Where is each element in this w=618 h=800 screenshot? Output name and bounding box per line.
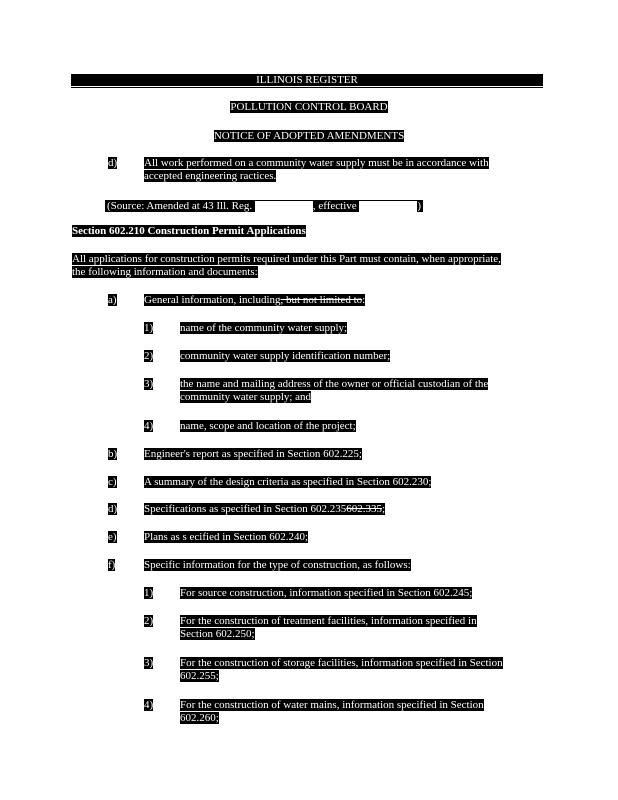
item-d-label-text: d) <box>108 157 118 169</box>
item-a3-label-text: 3) <box>144 378 154 390</box>
item-b-label <box>108 448 117 461</box>
notice-title-row <box>0 130 618 143</box>
source-middle: , effective <box>312 200 357 212</box>
item-e-label <box>108 531 117 544</box>
item-f1-label <box>144 587 153 600</box>
item-f3-label <box>144 657 153 670</box>
item-c-label-text: c) <box>108 476 117 488</box>
item-a1-label-text: 1) <box>144 322 154 334</box>
item-a3 <box>180 378 488 404</box>
item-b-label-text: b) <box>108 448 118 460</box>
item-a4 <box>180 420 356 433</box>
item-d-line2: accepted engineering ractices. <box>144 170 277 182</box>
board-title-row <box>0 101 618 114</box>
item-a-struck-text: , but not limited to <box>280 294 363 306</box>
item-f3-label-text: 3) <box>144 657 154 669</box>
item-a-label-text: a) <box>108 294 117 306</box>
item-f1-label-text: 1) <box>144 587 154 599</box>
item-a3-line1: the name and mailing address of the owner or official custodian of the <box>180 378 489 390</box>
item-f2-label-text: 2) <box>144 615 154 627</box>
section-intro-line1: All applications for construction permits required under this Part must contain, when appropriate, <box>72 253 501 265</box>
item-f-label-text: f) <box>108 559 116 571</box>
item-e-label-text: e) <box>108 531 117 543</box>
item-f4-label-text: 4) <box>144 699 154 711</box>
item-e <box>144 531 308 544</box>
item-c-text: A summary of the design criteria as specified in Section 602.230; <box>144 476 432 488</box>
item-f3 <box>180 657 503 683</box>
item-d2-label-text: d) <box>108 503 118 515</box>
source-reg-blank <box>255 201 313 212</box>
register-title: ILLINOIS REGISTER <box>256 74 358 86</box>
section-intro <box>72 253 501 279</box>
item-d2-end: ; <box>381 503 386 515</box>
item-f4-line2: 602.260; <box>180 712 219 724</box>
item-f3-line1: For the construction of storage facilities, information specified in Section <box>180 657 503 669</box>
item-d2 <box>144 503 385 516</box>
item-d2-text: Specifications as specified in Section 602.235 <box>144 503 347 515</box>
item-c-label <box>108 476 117 489</box>
item-a4-label-text: 4) <box>144 420 154 432</box>
source-suffix: ) <box>417 200 422 212</box>
section-intro-line2: the following information and documents: <box>72 266 258 278</box>
item-f3-line2: 602.255; <box>180 670 219 682</box>
item-d-text <box>144 157 489 183</box>
header-rule <box>71 87 543 88</box>
item-d-label <box>108 157 117 170</box>
item-a4-label <box>144 420 153 433</box>
item-a-label <box>108 294 117 307</box>
item-a <box>144 294 365 307</box>
board-title: POLLUTION CONTROL BOARD <box>230 101 388 113</box>
item-f1 <box>180 587 472 600</box>
source-note <box>105 200 423 213</box>
section-heading: Section 602.210 Construction Permit Applications <box>72 225 306 237</box>
source-date-blank <box>359 201 417 212</box>
item-d-line1: All work performed on a community water supply must be in accordance with <box>144 157 489 169</box>
item-a1-label <box>144 322 153 335</box>
item-f4-label <box>144 699 153 712</box>
item-a2 <box>180 350 390 363</box>
item-f-text: Specific information for the type of construction, as follows: <box>144 559 411 571</box>
item-a1 <box>180 322 347 335</box>
item-d2-label <box>108 503 117 516</box>
item-e-text: Plans as s ecified in Section 602.240; <box>144 531 309 543</box>
item-a2-text: community water supply identification number; <box>180 350 391 362</box>
item-a-end: : <box>362 294 366 306</box>
item-a2-label-text: 2) <box>144 350 154 362</box>
item-a4-text: name, scope and location of the project; <box>180 420 356 432</box>
item-f2-line2: Section 602.250; <box>180 628 255 640</box>
item-d2-struck-text: 602.335 <box>346 503 382 515</box>
item-a1-text: name of the community water supply; <box>180 322 348 334</box>
item-a3-label <box>144 378 153 391</box>
section-heading-row <box>72 225 306 238</box>
item-a3-line2: community water supply; and <box>180 391 312 403</box>
item-a-text: General information, including <box>144 294 281 306</box>
item-f4-line1: For the construction of water mains, information specified in Section <box>180 699 484 711</box>
item-f2-line1: For the construction of treatment facilities, information specified in <box>180 615 477 627</box>
item-a2-label <box>144 350 153 363</box>
item-f1-text: For source construction, information specified in Section 602.245; <box>180 587 473 599</box>
register-header <box>71 74 543 86</box>
item-f-label <box>108 559 115 572</box>
item-b <box>144 448 362 461</box>
item-f2-label <box>144 615 153 628</box>
item-f2 <box>180 615 477 641</box>
item-c <box>144 476 431 489</box>
source-prefix: (Source: Amended at 43 Ill. Reg. <box>107 200 253 212</box>
notice-title: NOTICE OF ADOPTED AMENDMENTS <box>213 130 405 142</box>
item-f4 <box>180 699 484 725</box>
item-b-text: Engineer's report as specified in Section 602.225; <box>144 448 362 460</box>
item-f <box>144 559 411 572</box>
